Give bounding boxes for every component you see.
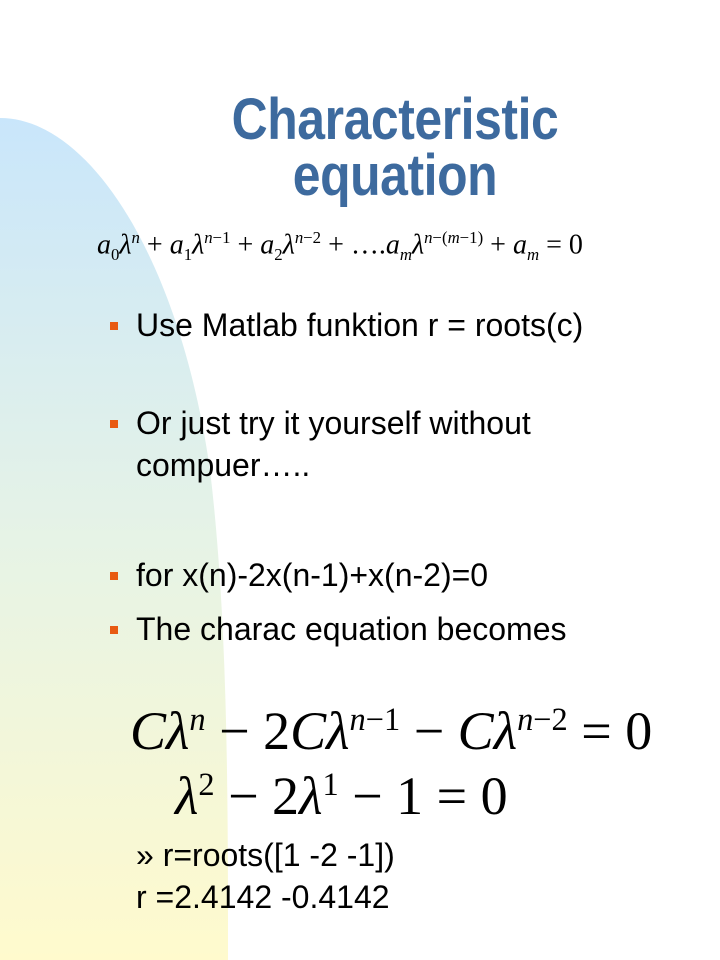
- general-characteristic-equation: $a_0\lambda^n + a_1\lambda^{n-1} + a_2\lambda^{n-2}$ + $\dots.a_m\lambda^{n-(m-1)} + a_m = 0$: [97, 228, 583, 264]
- matlab-result: r =2.4142 -0.4142: [136, 879, 390, 915]
- bullet-text: The charac equation becomes: [136, 611, 567, 647]
- matlab-output: [136, 834, 616, 918]
- bullet-text: Or just try it yourself without compuer…..: [136, 405, 531, 483]
- square-bullet-icon: [110, 626, 118, 634]
- bullet-text: Use Matlab funktion r = roots(c): [136, 307, 584, 343]
- title-line-1: Characteristic: [231, 87, 559, 152]
- characteristic-equation-lambda: $\lambda^2 - 2\lambda^1 - 1 = 0$: [175, 766, 508, 826]
- characteristic-equation-c: $C\lambda^n - 2C\lambda^{n-1} - C\lambda^{n-2} = 0$: [130, 701, 653, 761]
- square-bullet-icon: [110, 420, 118, 428]
- square-bullet-icon: [110, 572, 118, 580]
- title-line-2: equation: [292, 143, 498, 208]
- bullet-text: for x(n)-2x(n-1)+x(n-2)=0: [136, 557, 489, 593]
- square-bullet-icon: [110, 322, 118, 330]
- matlab-command: » r=roots([1 -2 -1]): [136, 837, 395, 873]
- slide-title: [184, 87, 605, 208]
